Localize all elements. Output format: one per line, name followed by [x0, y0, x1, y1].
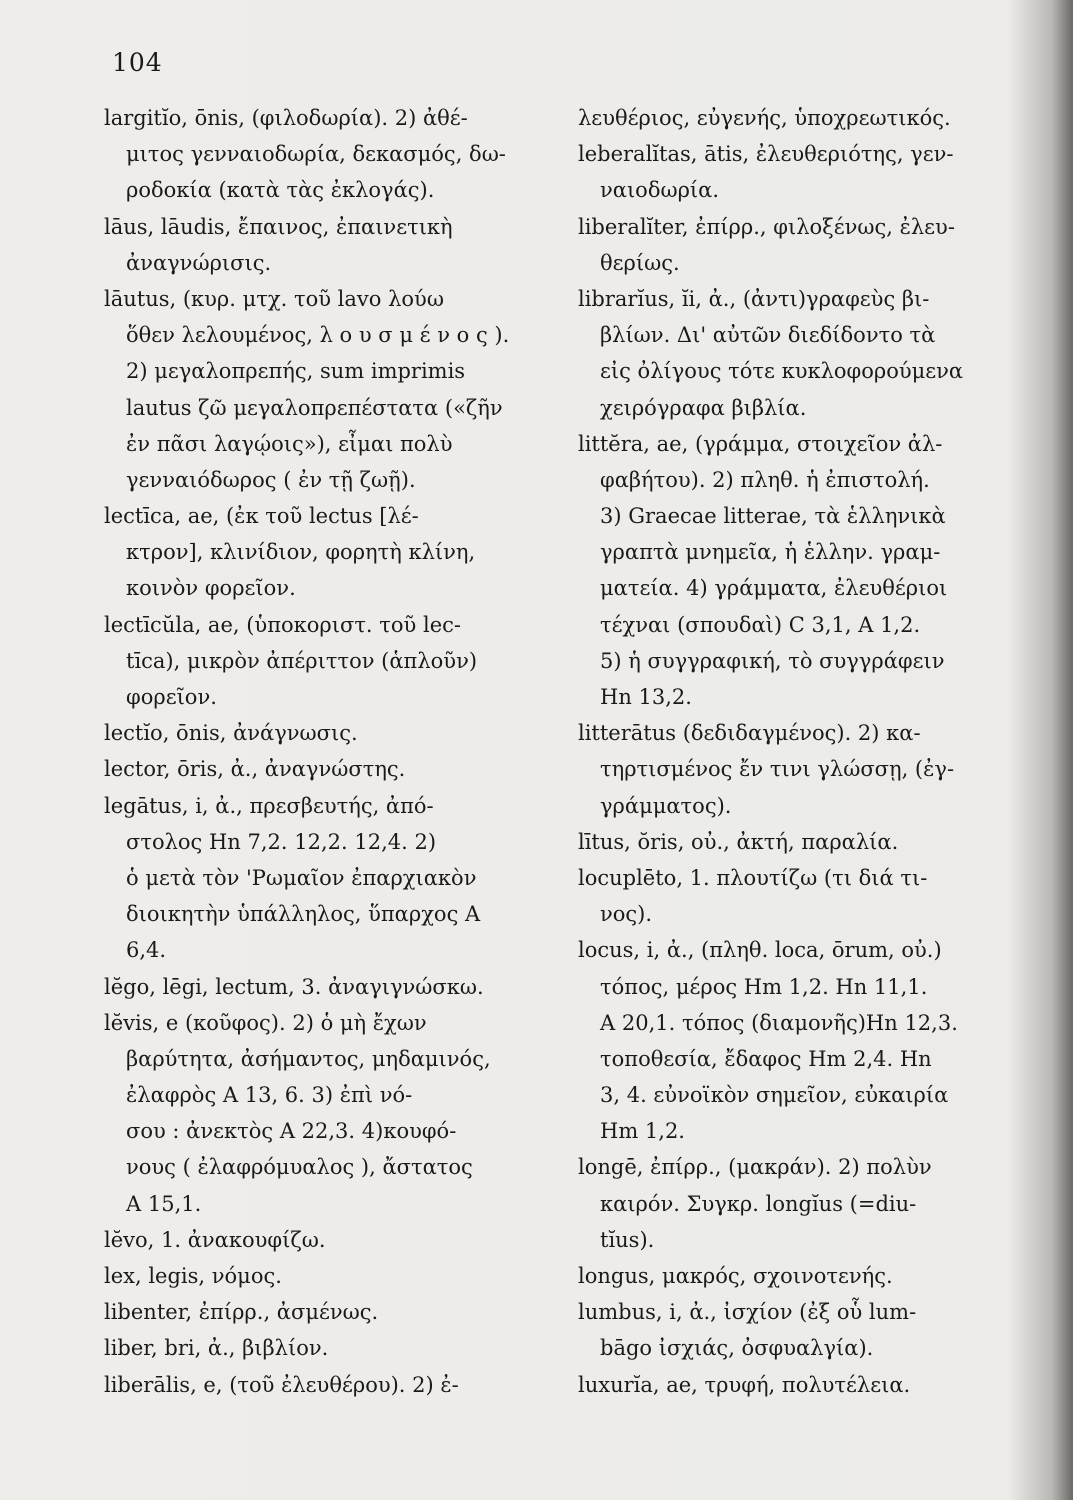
text-line: ὅθεν λελουμένος, λ ο υ σ μ έ ν ο ς ).: [126, 323, 510, 348]
text-line: lectīca, ae, (ἐκ τοῦ lectus [λέ-: [104, 504, 419, 529]
text-line: litterātus (δεδιδαγμένος). 2) κα-: [578, 721, 921, 746]
text-line: lĕvis, e (κοῦφος). 2) ὁ μὴ ἔχων: [104, 1010, 427, 1035]
text-line: lector, ōris, ἀ., ἀναγνώστης.: [104, 757, 406, 782]
text-line: κτρον], κλινίδιον, φορητὴ κλίνη,: [126, 540, 476, 565]
text-line: longē, ἐπίρρ., (μακράν). 2) πολὺν: [578, 1155, 932, 1180]
text-line: 2) μεγαλοπρεπής, sum imprimis: [126, 359, 466, 384]
text-line: tĭus).: [600, 1227, 655, 1252]
text-line: τηρτισμένος ἔν τινι γλώσσῃ, (ἐγ-: [600, 757, 955, 782]
text-line: γραπτὰ μνημεῖα, ἡ ἑλλην. γραμ-: [600, 540, 941, 565]
text-line: φορεῖον.: [126, 685, 217, 709]
text-line: χειρόγραφα βιβλία.: [600, 395, 807, 420]
text-line: librarĭus, ĭi, ἀ., (ἀντι)γραφεὺς βι-: [578, 286, 930, 311]
text-line: lautus ζῶ μεγαλοπρεπέστατα («ζῆν: [126, 395, 503, 420]
text-line: Hn 13,2.: [600, 685, 692, 709]
text-line: lex, legis, νόμος.: [104, 1264, 282, 1288]
text-line: ροδοκία (κατὰ τὰς ἐκλογάς).: [126, 178, 435, 203]
text-line: ὁ μετὰ τὸν 'Ρωμαῖον ἐπαρχιακὸν: [126, 865, 477, 890]
text-line: εἰς ὀλίγους τότε κυκλοφορούμενα: [600, 359, 964, 384]
text-line: θερίως.: [600, 250, 680, 275]
text-line: locuplēto, 1. πλουτίζω (τι διά τι-: [578, 865, 928, 890]
text-line: locus, i, ἀ., (πληθ. loca, ōrum, οὐ.): [578, 938, 942, 963]
text-line: legātus, i, ἀ., πρεσβευτής, ἀπό-: [104, 793, 434, 818]
page-number: 104: [112, 48, 163, 77]
text-line: luxurĭa, ae, τρυφή, πολυτέλεια.: [578, 1372, 911, 1397]
text-line: κοινὸν φορεῖον.: [126, 576, 296, 601]
text-line: Hm 1,2.: [600, 1119, 685, 1144]
text-line: 3, 4. εὐνοϊκὸν σημεῖον, εὐκαιρία: [600, 1083, 949, 1108]
text-line: διοικητὴν ὑπάλληλος, ὕπαρχος A: [126, 902, 481, 927]
text-line: lectīcŭla, ae, (ὑποκοριστ. τοῦ lec-: [104, 612, 461, 637]
text-line: lĕvo, 1. ἀνακουφίζω.: [104, 1227, 326, 1252]
text-line: liber, bri, ἀ., βιβλίον.: [104, 1336, 329, 1361]
text-line: τόπος, μέρος Hm 1,2. Hn 11,1.: [600, 974, 928, 999]
text-line: γενναιόδωρος ( ἐν τῇ ζωῇ).: [126, 467, 416, 492]
text-line: tīca), μικρὸν ἀπέριττον (ἁπλοῦν): [126, 648, 478, 673]
text-line: ἐν πᾶσι λαγῴοις»), εἶμαι πολὺ: [126, 431, 453, 456]
right-column: [578, 100, 1013, 1403]
text-line: καιρόν. Συγκρ. longĭus (=diu-: [600, 1191, 917, 1216]
text-line: largitĭo, ōnis, (φιλοδωρία). 2) ἀθέ-: [104, 106, 468, 130]
text-line: τέχναι (σπουδαὶ) C 3,1, A 1,2.: [600, 612, 921, 637]
text-line: γράμματος).: [600, 793, 732, 818]
left-column: [104, 100, 539, 1403]
text-line: νος).: [600, 902, 653, 927]
text-line: ἀναγνώρισις.: [126, 250, 272, 275]
text-line: ματεία. 4) γράμματα, ἐλευθέριοι: [600, 576, 948, 601]
text-line: liberālis, e, (τοῦ ἐλευθέρου). 2) ἐ-: [104, 1372, 459, 1397]
text-line: liberalĭter, ἐπίρρ., φιλοξένως, ἐλευ-: [578, 214, 955, 239]
text-line: ἐλαφρὸς A 13, 6. 3) ἐπὶ νό-: [126, 1083, 413, 1108]
text-line: ναιοδωρία.: [600, 178, 720, 203]
text-line: A 20,1. τόπος (διαμονῆς)Hn 12,3.: [600, 1010, 958, 1035]
text-line: μιτος γενναιοδωρία, δεκασμός, δω-: [126, 142, 506, 167]
text-line: lītus, ŏris, οὐ., ἀκτή, παραλία.: [578, 829, 899, 854]
text-line: φαβήτου). 2) πληθ. ἡ ἐπιστολή.: [600, 467, 930, 492]
text-line: lĕgo, lēgi, lectum, 3. ἀναγιγνώσκω.: [104, 974, 484, 999]
text-line: στολος Hn 7,2. 12,2. 12,4. 2): [126, 829, 437, 854]
text-line: lāus, lāudis, ἔπαινος, ἐπαινετικὴ: [104, 214, 453, 239]
text-line: νους ( ἐλαφρόμυαλος ), ἄστατος: [126, 1155, 473, 1180]
text-line: littĕra, ae, (γράμμα, στοιχεῖον ἀλ-: [578, 431, 943, 456]
text-line: βαρύτητα, ἀσήμαντος, μηδαμινός,: [126, 1046, 491, 1071]
text-line: λευθέριος, εὐγενής, ὑποχρεωτικός.: [578, 106, 951, 130]
text-line: longus, μακρός, σχοινοτενής.: [578, 1264, 893, 1288]
text-line: 6,4.: [126, 938, 167, 963]
text-line: 5) ἡ συγγραφική, τὸ συγγράφειν: [600, 648, 945, 673]
text-line: τοποθεσία, ἔδαφος Hm 2,4. Hn: [600, 1046, 932, 1071]
text-line: libenter, ἐπίρρ., ἀσμένως.: [104, 1300, 379, 1325]
text-line: leberalĭtas, ātis, ἐλευθεριότης, γεν-: [578, 142, 954, 167]
text-line: βλίων. Δι' αὐτῶν διεδίδοντο τὰ: [600, 323, 936, 348]
text-line: lumbus, i, ἀ., ἰσχίον (ἐξ οὗ lum-: [578, 1300, 917, 1325]
text-line: 3) Graecae litterae, τὰ ἑλληνικὰ: [600, 504, 946, 529]
text-line: A 15,1.: [126, 1191, 202, 1216]
text-line: σου : ἀνεκτὸς A 22,3. 4)κουφό-: [126, 1119, 457, 1144]
text-line: lāutus, (κυρ. μτχ. τοῦ lavo λούω: [104, 286, 444, 311]
text-line: bāgo ἰσχιάς, ὀσφυαλγία).: [600, 1336, 874, 1361]
text-line: lectĭo, ōnis, ἀνάγνωσις.: [104, 721, 358, 746]
